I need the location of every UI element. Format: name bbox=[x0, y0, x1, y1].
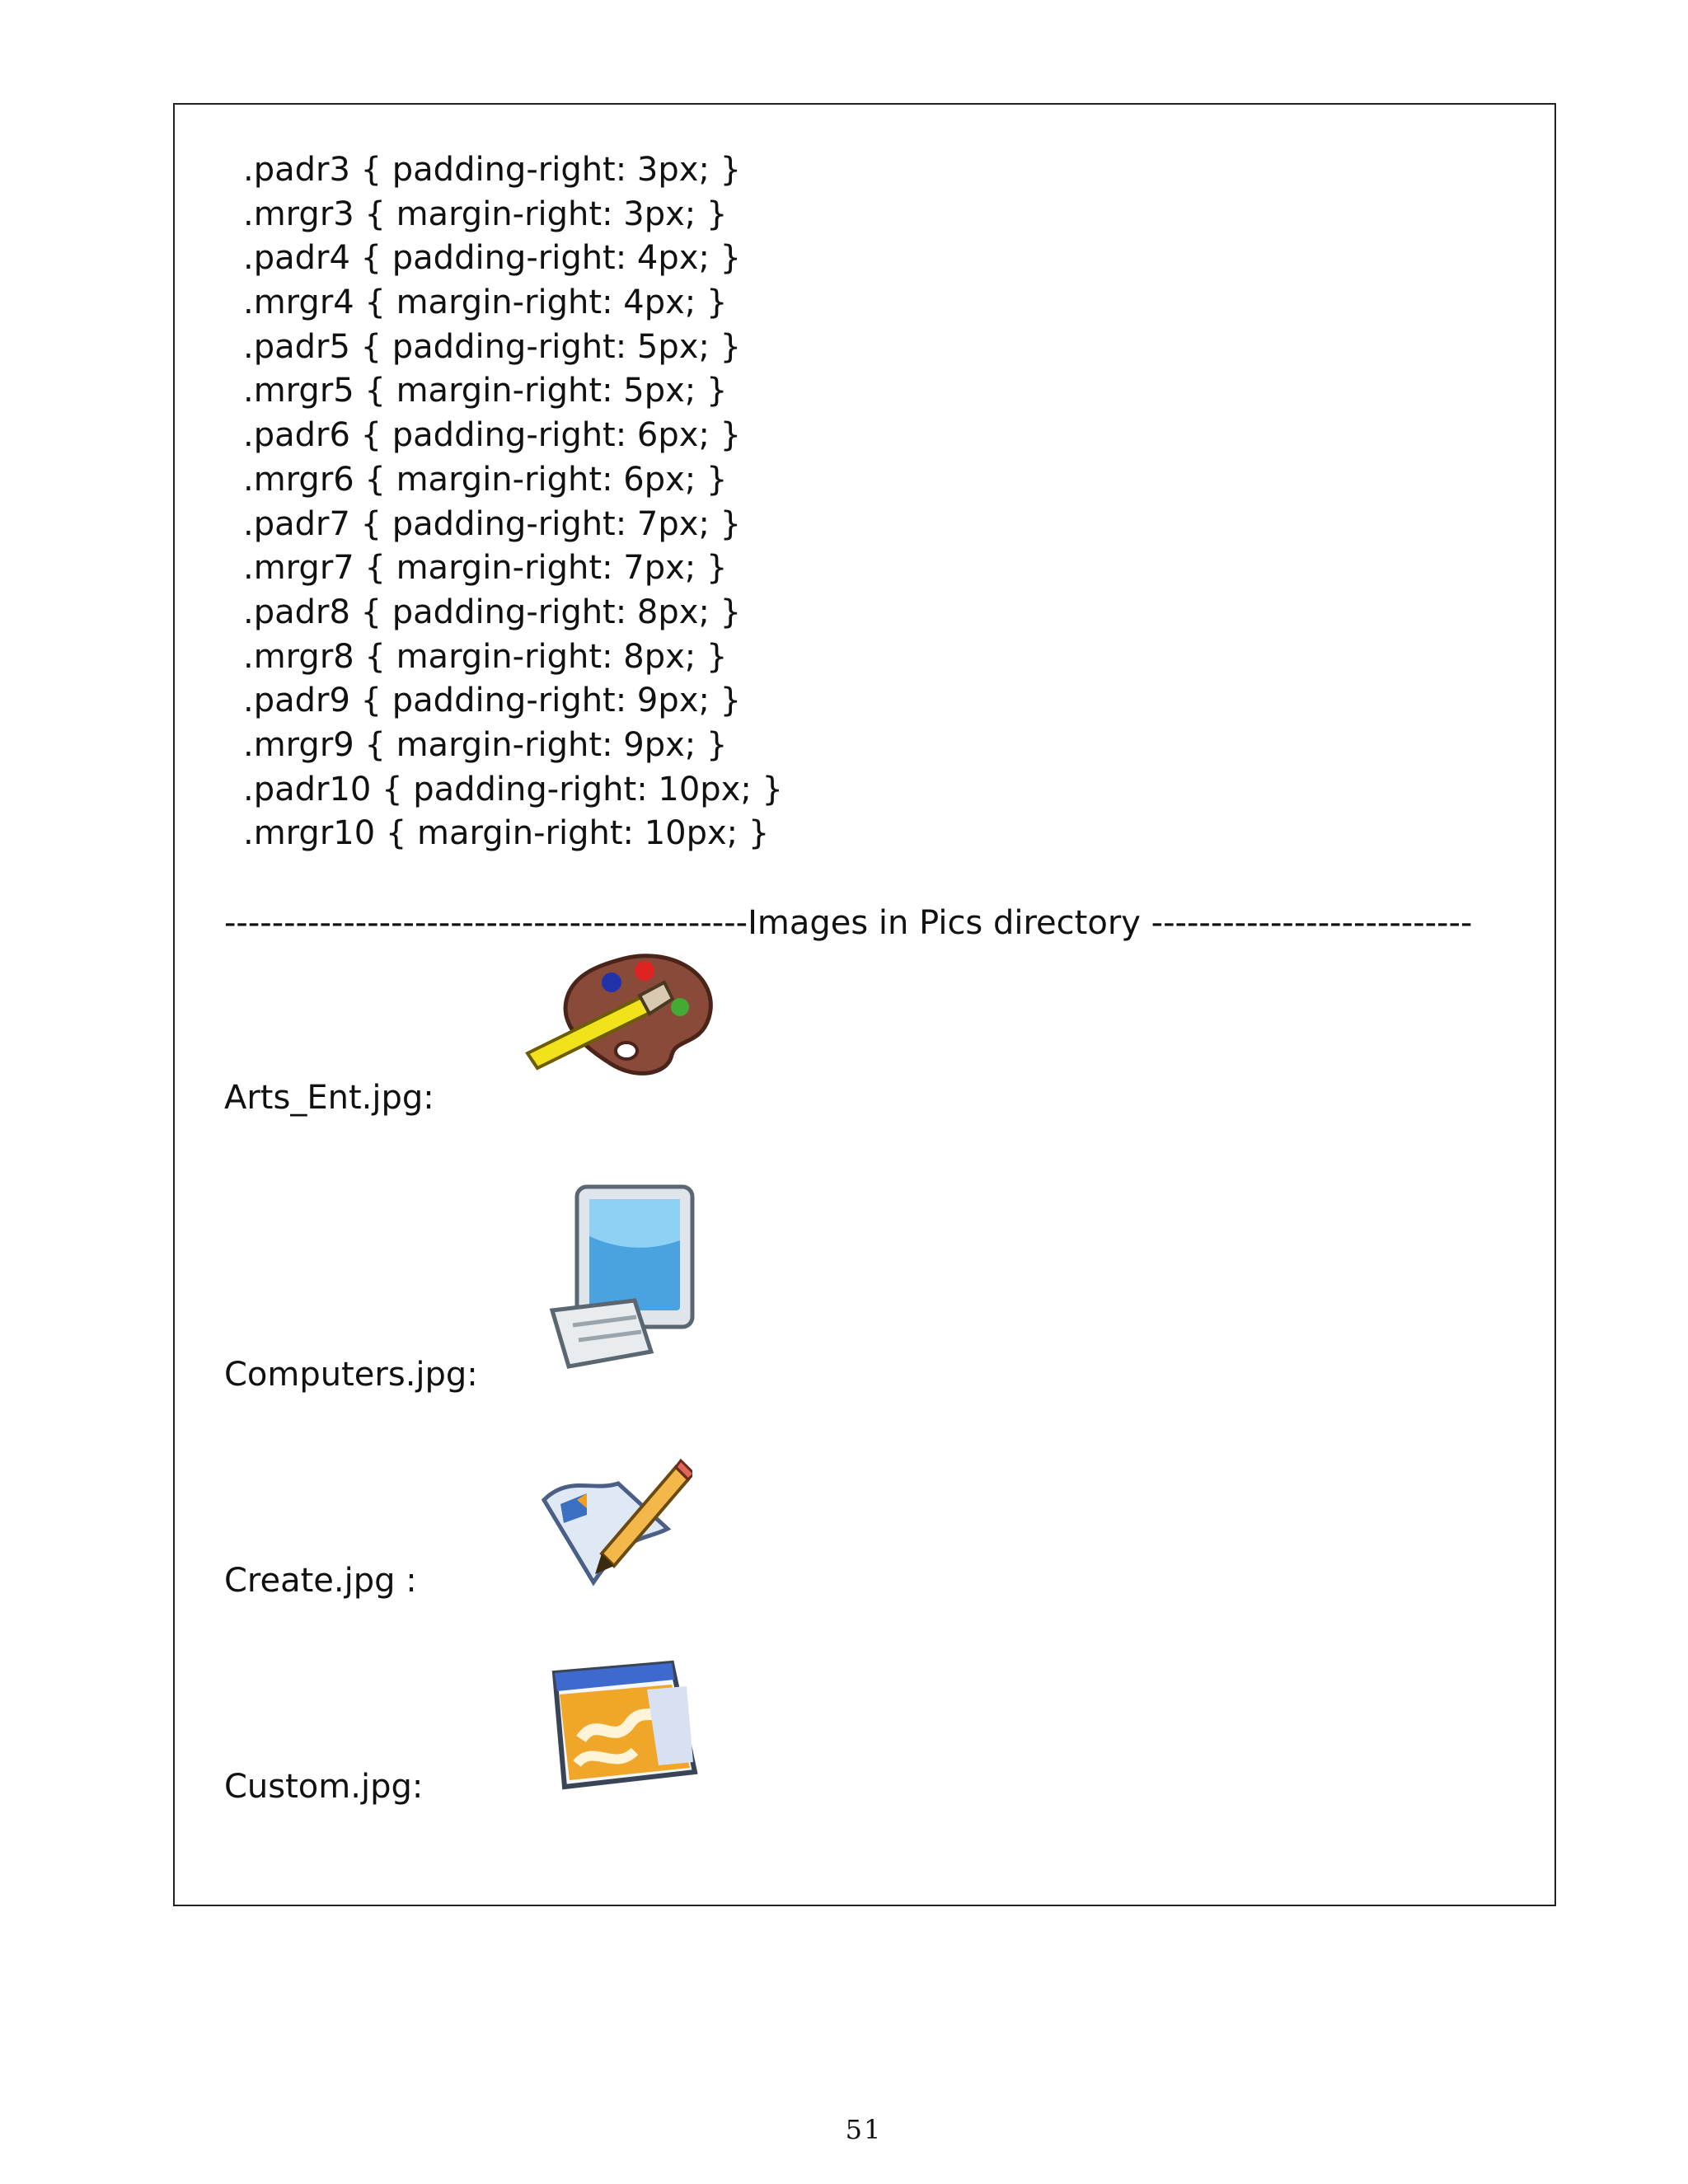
create-pencil-icon bbox=[536, 1451, 692, 1594]
custom-window-icon bbox=[548, 1657, 705, 1800]
code-line: .mrgr3 { margin-right: 3px; } bbox=[243, 194, 728, 233]
page-number: 51 bbox=[845, 2114, 883, 2145]
code-line: .mrgr7 { margin-right: 7px; } bbox=[243, 549, 728, 588]
section-heading: --------------------------------------------Images in Pics directory --------------------------- bbox=[224, 904, 1473, 942]
code-line: .padr3 { padding-right: 3px; } bbox=[243, 151, 742, 189]
computer-icon bbox=[544, 1179, 709, 1380]
code-line: .padr8 { padding-right: 8px; } bbox=[243, 593, 742, 631]
code-line: .mrgr10 { margin-right: 10px; } bbox=[243, 814, 770, 853]
code-line: .padr4 { padding-right: 4px; } bbox=[243, 239, 742, 278]
code-line: .padr5 { padding-right: 5px; } bbox=[243, 327, 742, 366]
image-label: Computers.jpg: bbox=[224, 1356, 478, 1394]
code-line: .padr7 { padding-right: 7px; } bbox=[243, 504, 742, 543]
code-line: .mrgr8 { margin-right: 8px; } bbox=[243, 637, 728, 676]
code-line: .padr6 { padding-right: 6px; } bbox=[243, 416, 742, 455]
code-line: .mrgr6 { margin-right: 6px; } bbox=[243, 460, 728, 499]
code-line: .mrgr5 { margin-right: 5px; } bbox=[243, 372, 728, 410]
image-label: Custom.jpg: bbox=[224, 1768, 424, 1806]
code-line: .mrgr4 { margin-right: 4px; } bbox=[243, 284, 728, 322]
image-label: Arts_Ent.jpg: bbox=[224, 1079, 434, 1117]
code-line: .padr10 { padding-right: 10px; } bbox=[243, 770, 783, 808]
code-line: .mrgr9 { margin-right: 9px; } bbox=[243, 725, 728, 764]
css-code-listing bbox=[243, 148, 783, 856]
palette-icon bbox=[519, 948, 734, 1083]
image-label: Create.jpg : bbox=[224, 1562, 417, 1600]
code-line: .padr9 { padding-right: 9px; } bbox=[243, 682, 742, 720]
